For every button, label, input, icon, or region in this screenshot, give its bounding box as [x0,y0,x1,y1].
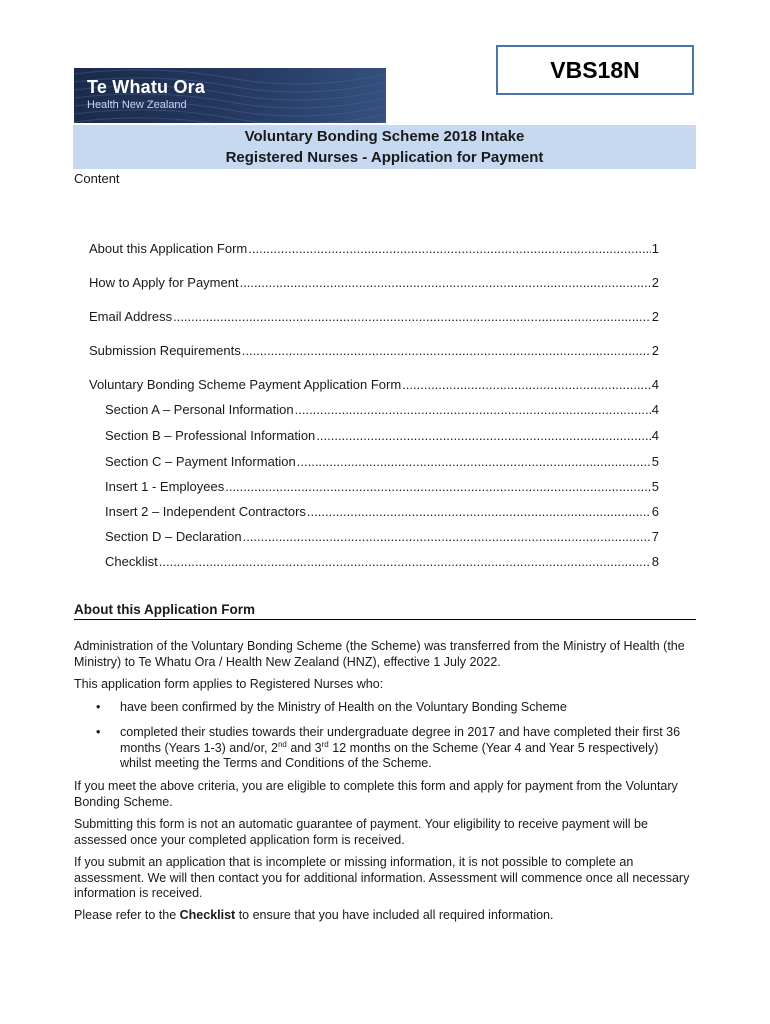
toc-entry-page: 5 [651,479,659,494]
toc-entry-label: About this Application Form [89,241,248,256]
bullet-icon: • [96,700,101,714]
toc-entry-page: 4 [651,402,659,417]
toc-entry-page: 1 [651,241,659,256]
toc-entry-label: Checklist [105,554,158,569]
toc-entry[interactable] [89,377,659,392]
paragraph: Submitting this form is not an automatic guarantee of payment. Your eligibility to receive payment will be assessed once your completed application form is received. [74,817,648,847]
toc-entry-label: Voluntary Bonding Scheme Payment Application Form [89,377,402,392]
toc-subentry[interactable] [105,454,659,469]
bullet-text: have been confirmed by the Ministry of Health on the Voluntary Bonding Scheme [120,700,567,714]
logo-subtitle: Health New Zealand [87,99,187,111]
toc-entry[interactable] [89,241,659,256]
title-line-2: Registered Nurses - Application for Payment [225,149,544,166]
logo-name: Te Whatu Ora [87,77,206,97]
toc-entry-label: Submission Requirements [89,343,241,358]
document-title [73,125,696,169]
paragraph: Administration of the Voluntary Bonding Scheme (the Scheme) was transferred from the Ministry of Health (the Ministry) to Te Whatu Ora / Health New Zealand (HNZ), effective 1 July 2022. [74,639,685,669]
toc-entry-page: 4 [651,377,659,392]
toc-entry-label: Section C – Payment Information [105,454,296,469]
paragraph: This application form applies to Registered Nurses who: [74,677,384,691]
toc-subentry[interactable] [105,504,659,519]
title-line-1: Voluntary Bonding Scheme 2018 Intake [244,128,525,145]
toc-entry-page: 2 [651,309,659,324]
toc-subentry[interactable] [105,479,659,494]
toc-entry[interactable] [89,343,659,358]
te-whatu-ora-logo [74,68,386,123]
form-code-box: VBS18N [496,45,694,95]
content-label: Content [74,171,120,186]
toc-entry-label: Section D – Declaration [105,529,242,544]
toc-entry-page: 2 [651,343,659,358]
toc-entry-page: 2 [651,275,659,290]
toc-subentry[interactable] [105,529,659,544]
toc-subentry[interactable] [105,428,659,443]
bullet-icon: • [96,725,101,739]
toc-entry-page: 4 [651,428,659,443]
toc-entry-label: How to Apply for Payment [89,275,239,290]
paragraph: If you meet the above criteria, you are eligible to complete this form and apply for payment from the Voluntary Bonding Scheme. [74,779,678,809]
toc-entry[interactable] [89,309,659,324]
toc-subentry[interactable] [105,402,659,417]
paragraph: If you submit an application that is incomplete or missing information, it is not possible to complete an assessment. We will then contact you for additional information. Assessment will commence once all necessary information is received. [74,855,690,900]
toc-entry-label: Section B – Professional Information [105,428,316,443]
toc-entry-label: Section A – Personal Information [105,402,294,417]
toc-entry-label: Email Address [89,309,173,324]
toc-entry[interactable] [89,275,659,290]
toc-entry-label: Insert 2 – Independent Contractors [105,504,306,519]
toc-entry-page: 5 [651,454,659,469]
toc-entry-label: Insert 1 - Employees [105,479,225,494]
toc-subentry[interactable] [105,554,659,569]
toc-entry-page: 7 [651,529,659,544]
section-heading-about: About this Application Form [74,602,696,620]
bullet-text: completed their studies towards their undergraduate degree in 2017 and have completed their first 36 months (Years 1-3) and/or, 2nd and 3rd 12 months on the Scheme (Year 4 and Year 5 respectively) whilst meeting the Terms and Conditions of the Scheme. [120,725,681,770]
checklist-reference: Checklist [179,908,236,922]
toc-entry-page: 8 [651,554,659,569]
paragraph: Please refer to the Checklist to ensure that you have included all required information. [74,908,554,922]
toc-entry-page: 6 [651,504,659,519]
